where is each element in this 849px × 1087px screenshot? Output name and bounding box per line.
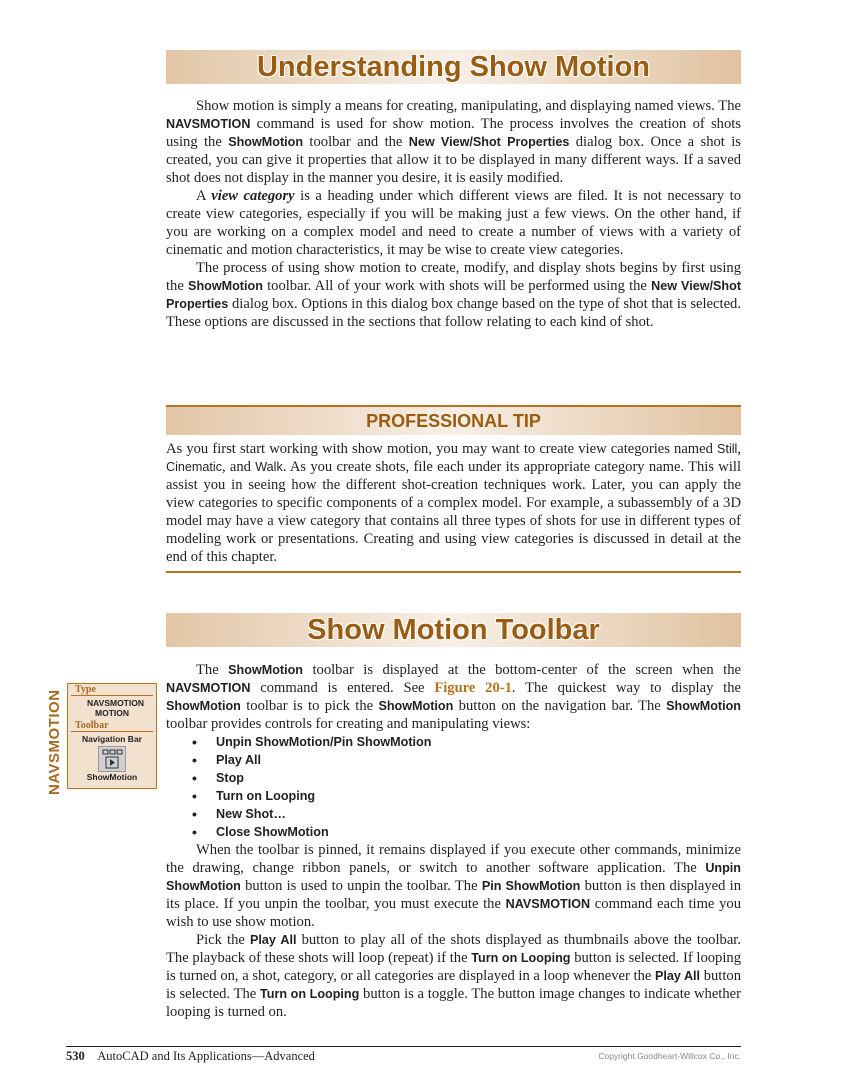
text-run: A xyxy=(196,188,212,204)
bullet-item: • Unpin ShowMotion/Pin ShowMotion xyxy=(186,733,741,751)
section-heading-band xyxy=(166,50,741,84)
text-run: button is a toggle. The button image changes to indicate whether looping is turned on. xyxy=(166,986,741,1020)
text-run: The process of using show motion to create, modify, and display shots begins by first using the xyxy=(166,260,741,294)
command-name: NAVSMOTION MOTION xyxy=(87,698,144,718)
sidebar-vertical-label: NAVSMOTION xyxy=(46,689,63,795)
section-heading-band xyxy=(166,613,741,647)
paragraph xyxy=(166,187,741,259)
paragraph xyxy=(166,97,741,187)
text-run: is a heading under which different views are filed. It is not necessary to create view categories, especially if you will be making just a few views. On the other hand, if you are working on a complex model and need to create a number of views with a variety of cinematic and motion characteristics, it may be wise to create view categories. xyxy=(166,188,742,258)
text-run: toolbar is displayed at the bottom-center of the screen when the xyxy=(303,662,741,678)
text-run: . As you create shots, file each under its appropriate category name. This will assist you in seeing how the different shot-creation techniques work. Later, you can apply the view categories to specific components of a complex model. For example, a subassembly of a 3D model may have a view category that contains all three types of shots for use in different types of modeling work or presentations. Creating and using view categories is discussed in detail at the end of this chapter. xyxy=(166,459,741,565)
command-name: ShowMotion xyxy=(228,135,304,149)
command-name: Turn on Looping xyxy=(260,987,360,1001)
text-run: As you first start working with show motion, you may want to create view categories named xyxy=(166,441,718,457)
command-name: Play All xyxy=(655,969,701,983)
command-name: NAVSMOTION xyxy=(166,117,251,131)
bullet-item: • Play All xyxy=(186,751,741,769)
body-text xyxy=(166,841,741,1021)
section-show-motion-toolbar xyxy=(166,613,741,1021)
text-run: The xyxy=(196,662,229,678)
text-run: toolbar is to pick the xyxy=(240,698,379,714)
page-footer xyxy=(66,1046,741,1064)
text-run: , and xyxy=(222,459,256,475)
command-name: New View/Shot Properties xyxy=(408,135,570,149)
text-run: , xyxy=(737,441,741,457)
tip-heading: PROFESSIONAL TIP xyxy=(366,411,541,431)
book-title: AutoCAD and Its Applications—Advanced xyxy=(97,1049,315,1063)
command-name: ShowMotion xyxy=(188,279,263,293)
command-name: ShowMotion xyxy=(228,663,303,677)
text-run: Pick the xyxy=(196,932,250,948)
section-heading: Show Motion Toolbar xyxy=(307,614,600,646)
bullet-item: • Turn on Looping xyxy=(186,787,741,805)
text-run: toolbar provides controls for creating and manipulating views: xyxy=(166,716,531,732)
type-label: Type xyxy=(71,684,153,696)
body-text xyxy=(166,97,741,331)
text-run: command each time you wish to use show motion. xyxy=(166,896,741,930)
text-run: button is selected. The xyxy=(166,968,742,1002)
bullet-item: • Stop xyxy=(186,769,741,787)
text-run: button to play all of the shots displayed as thumbnails above the toolbar. The playback of these shots will loop (repeat) if the xyxy=(166,932,741,966)
section-heading: Understanding Show Motion xyxy=(256,51,651,83)
body-text xyxy=(166,661,741,733)
professional-tip xyxy=(166,405,741,573)
text-run: command is used for show motion. The process involves the creation of shots using the xyxy=(166,116,741,150)
tip-heading-band xyxy=(166,405,741,435)
command-name: NAVSMOTION xyxy=(166,681,251,695)
text-run: toolbar and the xyxy=(303,134,409,150)
paragraph xyxy=(166,661,741,733)
paragraph xyxy=(166,931,741,1021)
page-number: 530 xyxy=(66,1049,85,1063)
button-list xyxy=(166,733,741,841)
text-run: button is then displayed in its place. If you unpin the toolbar, you must execute the xyxy=(166,878,741,912)
command-name: ShowMotion xyxy=(378,699,454,713)
text-run: dialog box. Options in this dialog box change based on the type of shot that is selected. These options are discussed in the sections that follow relating to each kind of shot. xyxy=(166,296,741,330)
term: view category xyxy=(211,188,295,204)
command-name: New View/Shot Properties xyxy=(166,279,742,311)
command-name: ShowMotion xyxy=(666,699,741,713)
bullet-item: • New Shot… xyxy=(186,805,741,823)
command-name: ShowMotion xyxy=(166,699,241,713)
category-name: Cinematic xyxy=(166,460,222,474)
text-run: button is used to unpin the toolbar. The xyxy=(240,878,482,894)
toolbar-name: Navigation Bar xyxy=(82,734,142,744)
paragraph xyxy=(166,841,741,931)
section-understanding-show-motion xyxy=(166,50,741,331)
text-run: button on the navigation bar. The xyxy=(453,698,667,714)
command-name: Pin ShowMotion xyxy=(481,879,581,893)
text-run: command is entered. See xyxy=(250,680,435,696)
command-name: Turn on Looping xyxy=(471,951,571,965)
command-sidebar xyxy=(67,683,157,789)
toolbar-label: Toolbar xyxy=(71,720,153,732)
text-run: toolbar. All of your work with shots will be performed using the xyxy=(262,278,652,294)
category-name: Walk xyxy=(255,460,283,474)
paragraph xyxy=(166,440,741,566)
bullet-item: • Close ShowMotion xyxy=(186,823,741,841)
button-name: ShowMotion xyxy=(86,772,138,782)
figure-link[interactable]: Figure 20-1 xyxy=(434,680,512,696)
text-run: button is selected. If looping is turned on, a shot, category, or all categories are displayed in a loop whenever the xyxy=(166,950,741,984)
category-name: Still xyxy=(717,442,738,456)
command-name: Unpin ShowMotion xyxy=(166,861,741,893)
text-run: . The quickest way to display the xyxy=(511,680,741,696)
tip-text xyxy=(166,440,741,566)
tip-divider xyxy=(166,571,741,573)
text-run: dialog box. Once a shot is created, you can give it properties that allow it to be displayed in many different ways. If a saved shot does not display in the manner you desire, it is easily modified. xyxy=(166,134,741,186)
text-run: When the toolbar is pinned, it remains displayed if you execute other commands, minimize the drawing, change ribbon panels, or switch to another software application. The xyxy=(166,842,741,876)
text-run: Show motion is simply a means for creating, manipulating, and displaying named views. The xyxy=(196,98,741,114)
showmotion-icon xyxy=(98,746,126,772)
paragraph xyxy=(166,259,741,331)
command-name: Play All xyxy=(249,933,297,947)
copyright: Copyright Goodheart-Willcox Co., Inc. xyxy=(598,1051,741,1061)
command-name: NAVSMOTION xyxy=(505,897,591,911)
